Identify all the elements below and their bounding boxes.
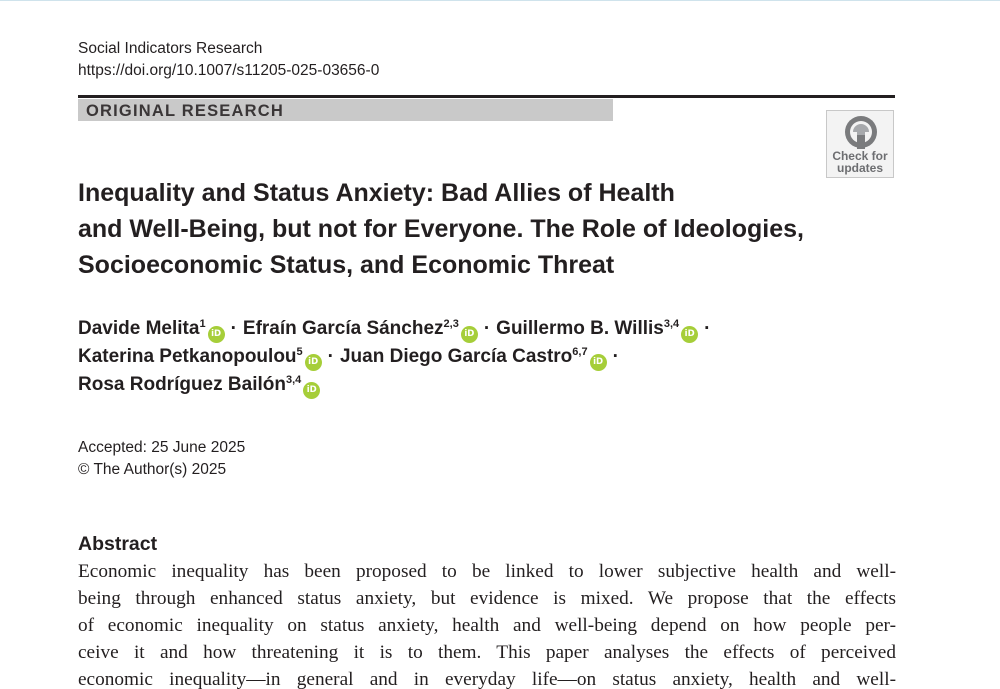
author-petkanopoulou	[78, 346, 303, 367]
crossmark-icon	[844, 115, 878, 149]
author-name: Rosa Rodríguez Bailón	[78, 374, 286, 395]
author-separator: ·	[230, 318, 237, 339]
author-separator: ·	[612, 346, 619, 367]
author-name: Juan Diego García Castro	[339, 346, 573, 367]
abstract-line: being through enhanced status anxiety, but evidence is mixed. We propose that the effects	[78, 588, 896, 609]
author-affiliation: 5	[296, 346, 303, 358]
article-type-label: ORIGINAL RESEARCH	[86, 102, 284, 120]
accepted-date: Accepted: 25 June 2025	[78, 439, 246, 456]
article-type-banner	[78, 99, 613, 121]
journal-name: Social Indicators Research	[78, 40, 263, 57]
author-garcia-castro	[340, 346, 588, 367]
publication-dates	[78, 437, 245, 481]
author-name: Efraín García Sánchez	[242, 318, 444, 339]
author-separator: ·	[704, 318, 711, 339]
title-line-1: Inequality and Status Anxiety: Bad Allies of Health	[78, 179, 675, 207]
author-separator: ·	[483, 318, 491, 339]
doi-link[interactable]: https://doi.org/10.1007/s11205-025-03656-0	[78, 62, 380, 79]
orcid-icon[interactable]: iD	[303, 382, 320, 399]
crossmark-text	[827, 150, 893, 174]
author-name: Guillermo B. Willis	[496, 318, 664, 339]
abstract-line: Economic inequality has been proposed to be linked to lower subjective health and well-	[78, 561, 896, 582]
author-affiliation: 1	[199, 318, 206, 330]
author-separator: ·	[327, 346, 334, 367]
abstract-body	[78, 558, 896, 689]
orcid-icon[interactable]: iD	[590, 354, 607, 371]
author-melita	[78, 318, 206, 339]
abstract-line: ceive it and how threatening it is to them. This paper analyses the effects of perceived	[78, 642, 896, 663]
author-garcia-sanchez	[243, 318, 459, 339]
orcid-icon[interactable]: iD	[305, 354, 322, 371]
crossmark-line1: Check for	[832, 149, 888, 163]
abstract-line: economic inequality—in general and in everyday life—on status anxiety, health and well-	[78, 669, 896, 689]
author-line-1	[78, 315, 898, 343]
author-affiliation: 3,4	[285, 374, 302, 386]
header-rule	[78, 95, 895, 98]
journal-header	[78, 38, 379, 82]
author-list	[78, 315, 898, 399]
article-title	[78, 175, 898, 283]
author-name: Katerina Petkanopoulou	[78, 346, 297, 367]
abstract-heading: Abstract	[78, 533, 158, 555]
orcid-icon[interactable]: iD	[461, 326, 478, 343]
author-willis	[496, 318, 679, 339]
abstract-line: of economic inequality on status anxiety, health and well-being depend on how people per-	[78, 615, 896, 636]
copyright-notice: © The Author(s) 2025	[78, 461, 227, 478]
orcid-icon[interactable]: iD	[208, 326, 225, 343]
orcid-icon[interactable]: iD	[681, 326, 698, 343]
author-line-3	[78, 371, 898, 399]
check-for-updates-button[interactable]	[826, 110, 894, 178]
author-line-2	[78, 343, 898, 371]
author-affiliation: 3,4	[663, 318, 680, 330]
author-affiliation: 6,7	[572, 346, 588, 358]
author-name: Davide Melita	[78, 318, 200, 339]
crossmark-line2: updates	[836, 161, 883, 175]
author-rodriguez-bailon	[78, 374, 301, 395]
title-line-2: and Well-Being, but not for Everyone. The Role of Ideologies,	[78, 215, 804, 243]
title-line-3: Socioeconomic Status, and Economic Threat	[78, 251, 615, 279]
author-affiliation: 2,3	[443, 318, 459, 330]
